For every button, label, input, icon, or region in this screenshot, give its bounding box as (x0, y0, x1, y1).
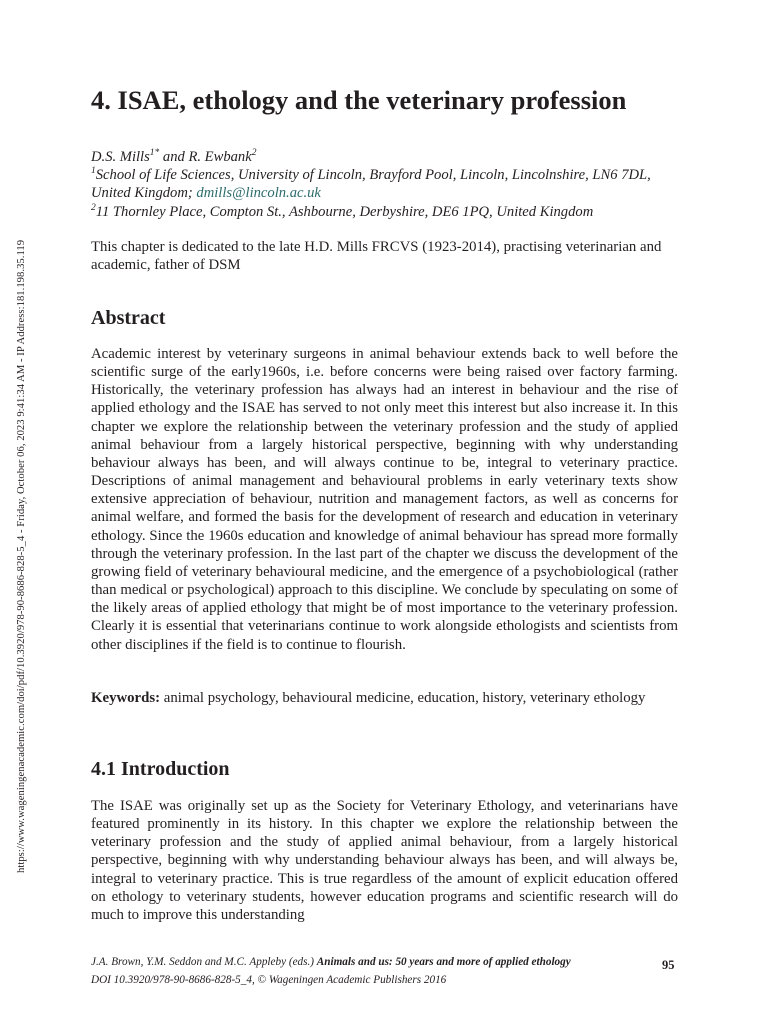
affiliation-2 (91, 203, 691, 221)
introduction-body: The ISAE was originally set up as the Society for Veterinary Ethology, and veterinarians have featured prominently in its history. In this chapter we explore the relationship between the veterinary profession and the study of applied animal behaviour, from a largely historical perspective, beginning with why understanding behaviour always has been, and will always be, integral to veterinary practice. This is true regardless of the amount of explicit education offered on ethology to veterinary students, however education programs and scientific research will do much to improve this understanding (91, 798, 678, 923)
download-watermark (3, 152, 27, 873)
author-1-name: D.S. Mills (91, 149, 150, 165)
affiliation-2-text: 11 Thornley Place, Compton St., Ashbourne, Derbyshire, DE6 1PQ, United Kingdom (95, 203, 594, 220)
author-2-name: R. Ewbank (188, 149, 252, 165)
introduction-heading: 4.1 Introduction (91, 758, 230, 780)
footer-doi: DOI 10.3920/978-90-8686-828-5_4, © Wageningen Academic Publishers 2016 (91, 973, 447, 986)
page-footer (91, 954, 691, 989)
footer-citation (91, 954, 691, 972)
author-conjunction: and (159, 149, 189, 165)
keywords-label: Keywords: (91, 690, 161, 706)
keywords (91, 689, 678, 707)
author-block (91, 148, 691, 221)
author-1-affiliation-mark: 1* (149, 148, 160, 159)
page-number: 95 (662, 958, 675, 972)
keywords-list: animal psychology, behavioural medicine, education, history, veterinary ethology (160, 690, 646, 706)
affiliation-1-text: School of Life Sciences, University of Lincoln, Brayford Pool, Lincoln, Lincolnshire, LN6 7DL, United Kingdom; (91, 167, 651, 202)
abstract-body: Academic interest by veterinary surgeons in animal behaviour extends back to well before the scientific surge of the early1960s, i.e. before concerns were being raised over factory farming. Historically, the veterinary profession has always had an interest in behaviour and the rise of applied ethology and the ISAE has served to not only meet this interest but also increase it. In this chapter we explore the relationship between the veterinary profession and the study of applied animal behaviour from a largely historical perspective, beginning with why understanding behaviour always has been, and will always continue to be, integral to veterinary practice. Descriptions of animal management and behavioural problems in early veterinary texts show extensive appreciation of behaviour, nutrition and management factors, as well as concerns for animal welfare, and formed the basis for the development of research and education in veterinary ethology. Since the 1960s education and knowledge of animal behaviour has spread more formally through the veterinary profession. In the last part of the chapter we discuss the development of the growing field of veterinary behavioural medicine, and the emergence of a psychobiological (rather than medical or psychological) approach to this discipline. We conclude by speculating on some of the likely areas of applied ethology that might be of most importance to the veterinary profession. Clearly it is essential that veterinarians continue to work alongside ethologists and scientists from other disciplines if the field is to continue to flourish. (91, 346, 678, 653)
chapter-title: 4. ISAE, ethology and the veterinary profession (91, 85, 627, 115)
footer-editors: J.A. Brown, Y.M. Seddon and M.C. Appleby (eds.) (91, 956, 317, 968)
affiliation-1-mark: 1 (91, 166, 96, 177)
abstract-heading: Abstract (91, 307, 166, 329)
footer-book-title: Animals and us: 50 years and more of applied ethology (316, 956, 571, 968)
affiliation-1 (91, 166, 691, 202)
dedication: This chapter is dedicated to the late H.D. Mills FRCVS (1923-2014), practising veterinarian and academic, father of DSM (91, 239, 662, 274)
author-email-link[interactable]: dmills@lincoln.ac.uk (196, 185, 321, 202)
download-watermark-text: https://www.wageningenacademic.com/doi/pdf/10.3920/978-90-8686-828-5_4 - Friday, October 06, 2023 9:41:34 AM - IP Address:181.198.35.119 (16, 239, 27, 873)
author-line (91, 148, 691, 166)
affiliation-2-mark: 2 (91, 202, 96, 213)
author-2-affiliation-mark: 2 (251, 148, 257, 159)
